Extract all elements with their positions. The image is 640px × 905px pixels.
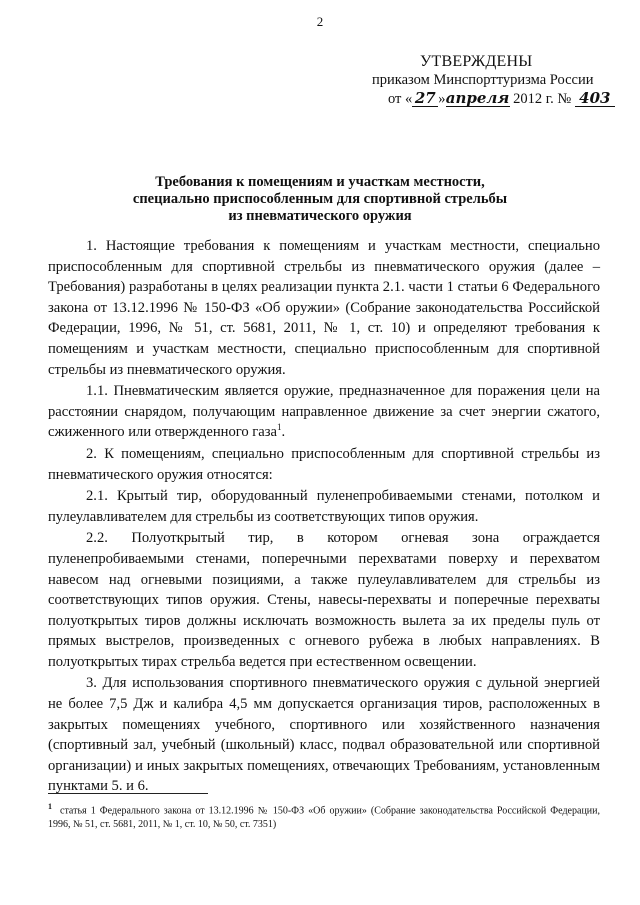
year-text: 2012 г. № xyxy=(513,91,572,107)
date-prefix: от « xyxy=(388,91,413,107)
footnote-text: статья 1 Федерального закона от 13.12.1996 № 150-ФЗ «Об оружии» (Собрание законодательства Российской Федерации, 1996, № 51, ст. 5681, 2011, № 1, ст. 10, № 50, ст. 7351) xyxy=(48,805,600,831)
title-line-2: специально приспособленным для спортивной стрельбы xyxy=(132,191,508,207)
handwritten-day: 27 xyxy=(412,91,438,107)
handwritten-month: апреля xyxy=(445,89,510,107)
approval-order: приказом Минспорттуризма России xyxy=(372,72,594,88)
handwritten-order-number: 403 xyxy=(575,91,615,107)
footnote-mark: 1 xyxy=(48,802,52,811)
paragraph-2: 2. К помещениям, специально приспособленным для спортивной стрельбы из пневматического оружия относятся: xyxy=(48,445,600,483)
paragraph-1-1-text: 1.1. Пневматическим является оружие, предназначенное для поражения цели на расстоянии снарядом, получающим направленное движение за счет энергии сжатого, сжиженного или отвержденного газа xyxy=(48,383,600,441)
footnote-reference: 1 xyxy=(277,422,282,433)
document-title xyxy=(40,174,600,225)
footnote-divider xyxy=(48,793,208,794)
approval-stamp xyxy=(372,52,622,109)
document-body xyxy=(48,236,600,797)
paragraph-3: 3. Для использования спортивного пневматического оружия с дульной энергией не более 7,5 Дж и калибра 4,5 мм допускается организация тиров, расположенных в закрытых помещениях учебного, спортивного или хозяйственного назначения (спортивный зал, учебный (школьный) класс, подвал образовательной или спортивной организации) и иных закрытых помещениях, отвечающих Требованиям, установленным пунктами 5. и 6. xyxy=(48,675,600,795)
footnote xyxy=(48,800,600,832)
month-separator: » xyxy=(438,91,446,107)
paragraph-1-1-end: . xyxy=(281,424,286,441)
title-line-3: из пневматического оружия xyxy=(228,208,412,224)
page-number: 2 xyxy=(316,14,324,29)
paragraph-2-2: 2.2. Полуоткрытый тир, в котором огневая зона ограждается пуленепробиваемыми стенами, поперечными перехватами поверху и перехватом навесом над огневыми позициями, а также пулеулавливателем для стрельбы из соответствующих типов оружия. Стены, навесы-перехваты и поперечные перехваты полуоткрытых тиров должны исключать возможность вылета за их пределы пуль от прямых выстрелов, произведенных с огневого рубежа в любых направлениях. В полуоткрытых тирах стрельба ведется при естественном освещении. xyxy=(48,530,600,670)
approval-date-line xyxy=(388,90,622,109)
paragraph-1: 1. Настоящие требования к помещениям и участкам местности, специально приспособленным для спортивной стрельбы из пневматического оружия (далее – Требования) разработаны в целях реализации пункта 2.1. части 1 статьи 6 Федерального закона от 13.12.1996 № 150-ФЗ «Об оружии» (Собрание законодательства Российской Федерации, 1996, № 51, ст. 5681, 2011, № 1, ст. 10) и определяют требования к помещениям и участкам местности, специально приспособленным для спортивной стрельбы из пневматического оружия. xyxy=(48,238,600,378)
paragraph-2-1: 2.1. Крытый тир, оборудованный пуленепробиваемыми стенами, потолком и пулеулавливателем для стрельбы из соответствующих типов оружия. xyxy=(48,488,600,525)
title-line-1: Требования к помещениям и участкам местности, xyxy=(155,174,485,190)
paragraph-1-1 xyxy=(48,381,600,443)
approval-heading: УТВЕРЖДЕНЫ xyxy=(420,53,533,70)
